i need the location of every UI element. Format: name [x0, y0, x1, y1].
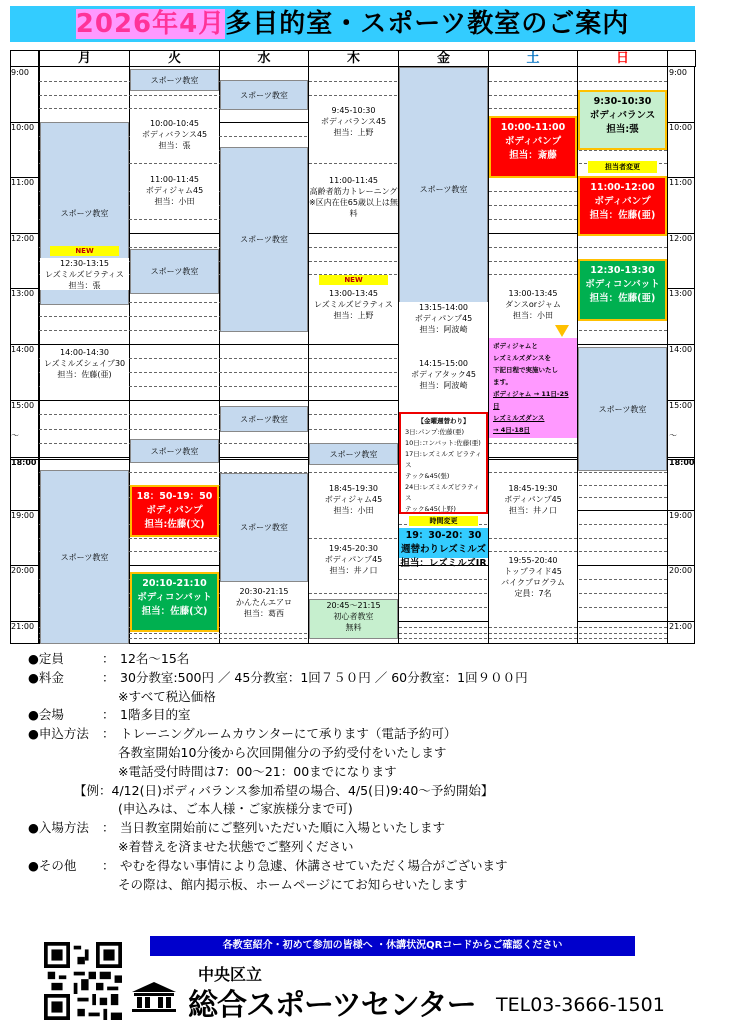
time-label: 10:00: [11, 123, 35, 132]
class-cell-line: 定員：7名: [514, 589, 552, 598]
class-cell: [130, 485, 219, 537]
class-cell: [309, 288, 398, 336]
time-label: 19:00: [11, 511, 35, 520]
class-cell-line: 3日:パンプ:佐藤(亜): [405, 428, 465, 436]
class-cell-line: 10日:コンバット:佐藤(亜): [405, 439, 481, 447]
class-cell-line: 20:10-21:10: [142, 578, 207, 589]
class-cell: [309, 483, 398, 529]
note-row: [28, 669, 708, 688]
time-label: 10:00: [669, 123, 693, 132]
note-row: [28, 819, 708, 838]
note-row: その際は、館内掲示板、ホームページにてお知らせいたします: [118, 876, 468, 892]
class-cell-line: 10:00-11:00: [500, 122, 566, 133]
time-label: 12:00: [669, 234, 693, 243]
class-cell-line: テック&45(張): [405, 472, 450, 480]
class-cell-line: スポーツ教室: [240, 414, 288, 424]
time-label: 9:00: [669, 68, 687, 77]
day-header: 日: [577, 50, 668, 67]
class-cell-line: ます。: [493, 378, 512, 386]
class-cell: [40, 470, 129, 644]
class-cell-line: 初心者教室: [333, 612, 374, 621]
time-label: 11:00: [11, 178, 35, 187]
time-label: 14:00: [11, 345, 35, 354]
class-cell-line: 担当：井ノ口: [329, 566, 378, 575]
note-value: 当日教室開始前にご整列いただいた順に入場といたします: [120, 820, 446, 836]
time-label: 15:00: [11, 401, 35, 410]
class-cell-line: NEW: [344, 276, 363, 284]
class-cell: [399, 302, 488, 346]
time-column-left: [10, 67, 39, 644]
class-cell: [40, 347, 129, 393]
class-cell-line: 19:45-20:30: [329, 544, 378, 553]
class-cell: [489, 116, 577, 178]
note-key: ●料金: [28, 669, 64, 685]
class-cell-line: ボディパンプ45: [504, 495, 562, 504]
building-logo-icon: [130, 980, 178, 1012]
time-label: 12:00: [11, 234, 35, 243]
class-cell-line: スポーツ教室: [60, 552, 109, 562]
title-year: 2026年4月: [75, 9, 226, 39]
day-header: 月: [39, 50, 130, 67]
note-key: ●会場: [28, 707, 64, 723]
class-cell: [130, 439, 219, 463]
class-cell-line: スポーツ教室: [150, 446, 199, 456]
class-cell-line: レズミルズシェイプ30: [43, 359, 126, 368]
class-cell-line: ボディバランス: [589, 110, 656, 121]
class-cell-line: 時間変更: [429, 517, 458, 525]
class-cell-line: スポーツ教室: [240, 235, 288, 244]
time-label: 13:00: [669, 289, 693, 298]
time-label: 18:00: [669, 458, 695, 467]
class-cell: [220, 473, 308, 582]
note-colon: ：: [102, 726, 115, 742]
class-cell-line: 14:00-14:30: [60, 348, 109, 357]
class-cell-line: レズミルズダンスを: [493, 354, 551, 362]
phone-number: TEL03-3666-1501: [496, 994, 665, 1016]
class-cell-line: 担当：張: [158, 141, 191, 150]
note-colon: ：: [102, 651, 115, 666]
class-cell-line: 担当：佐藤(亜): [589, 293, 656, 304]
class-cell-line: ボディコンバット: [585, 279, 660, 290]
day-header: 土: [488, 50, 578, 67]
class-cell-line: 担当：上野: [333, 311, 374, 320]
class-cell: [220, 586, 308, 630]
class-cell-line: ボディジャム45: [145, 186, 204, 195]
class-cell-line: 週替わりレズミルズ: [401, 544, 486, 555]
time-column-right: [667, 67, 695, 644]
class-cell: [578, 176, 667, 236]
class-cell-line: バイクプログラム: [501, 578, 565, 587]
note-row: ※着替えを済ませた状態でご整列ください: [118, 838, 354, 854]
class-cell-line: レズミルズダンス: [493, 414, 545, 422]
day-header: 木: [308, 50, 399, 67]
class-cell-line: ダンスorジャム: [505, 300, 561, 309]
class-cell: [309, 175, 398, 227]
class-cell-line: 担当：佐藤(亜): [57, 370, 112, 379]
note-colon: ：: [102, 820, 115, 836]
class-cell-line: 担当：佐藤(文): [141, 606, 208, 617]
time-label: 19:00: [669, 511, 693, 520]
class-cell-line: 18:45-19:30: [329, 484, 378, 493]
note-row: ※すべて税込価格: [118, 688, 216, 704]
class-cell-line: スポーツ教室: [329, 449, 378, 459]
time-label: 21:00: [669, 622, 693, 631]
class-cell: [130, 249, 219, 294]
time-label: 20:00: [669, 566, 693, 575]
class-cell-line: 9:45-10:30: [331, 106, 376, 115]
org-name: 総合スポーツセンター: [188, 988, 476, 1023]
time-label: 14:00: [669, 345, 693, 354]
note-row: [28, 725, 708, 744]
note-value: トレーニングルームカウンターにて承ります（電話予約可）: [120, 726, 457, 742]
class-cell-line: ボディパンプ45: [414, 314, 473, 323]
class-cell: [399, 412, 488, 514]
class-cell-line: ボディパンプ: [146, 505, 203, 516]
class-cell-line: 担当：阿波崎: [419, 381, 468, 390]
class-cell-line: 24日:レズミルズピラティス: [405, 483, 480, 502]
day-header: 金: [398, 50, 489, 67]
class-cell: [309, 543, 398, 591]
note-value: やむを得ない事情により急遽、休講させていただく場合がございます: [120, 857, 508, 873]
org-prefix: 中央区立: [198, 965, 263, 984]
class-cell-line: 担当：小田: [154, 197, 195, 206]
class-cell-line: ボディコンバット: [137, 592, 212, 603]
class-cell-line: ボディバランス45: [320, 117, 387, 126]
class-cell: [578, 90, 667, 150]
class-cell-line: 19:55-20:40: [508, 556, 558, 565]
class-cell-line: ボディパンプ: [594, 196, 651, 207]
note-row: (申込みは、ご本人様・ご家族様分まで可): [118, 801, 353, 817]
class-cell-line: NEW: [75, 247, 94, 255]
class-cell-line: スポーツ教室: [60, 209, 109, 218]
class-cell-line: かんたんエアロ: [236, 598, 292, 607]
class-cell-line: 13:00-13:45: [329, 289, 378, 298]
class-cell-line: 担当：阿波崎: [419, 325, 468, 334]
class-cell: [220, 406, 308, 432]
note-key: ●定員: [28, 651, 64, 666]
class-cell-line: ボディパンプ45: [324, 555, 383, 564]
note-key: ●その他: [28, 857, 77, 873]
class-cell-line: 【金曜週替わり】: [417, 417, 470, 425]
title-text: 多目的室・スポーツ教室のご案内: [225, 9, 630, 39]
time-label: 11:00: [669, 178, 693, 187]
class-cell-line: 担当：小田: [513, 311, 553, 320]
time-label: ～: [11, 431, 19, 440]
class-cell: [50, 246, 119, 256]
class-cell-line: 高齢者筋力トレーニング: [309, 187, 398, 196]
class-cell-line: スポーツ教室: [240, 523, 288, 532]
note-value: 12名～15名: [120, 651, 190, 666]
class-cell-line: テック&45(上野): [405, 505, 456, 513]
hour-line: [10, 344, 695, 345]
class-cell-line: 担当：葛西: [244, 609, 284, 618]
note-row: 【例：4/12(日)ボディバランス参加希望の場合、4/5(日)9:40～予約開始】: [74, 782, 494, 798]
note-colon: ：: [102, 669, 115, 685]
arrow-down-icon: [555, 325, 569, 337]
class-cell: [588, 161, 657, 173]
class-cell: [319, 275, 388, 285]
class-cell-line: 担当：斎藤: [509, 150, 557, 161]
class-cell-line: 12:30-13:15: [60, 259, 109, 268]
class-cell-line: スポーツ教室: [150, 267, 199, 276]
class-cell-line: → 4日-18日: [493, 426, 530, 434]
class-cell-line: スポーツ教室: [598, 404, 647, 414]
class-cell: [399, 528, 488, 569]
quarter-line: [39, 538, 667, 539]
page-title: [10, 6, 695, 42]
time-label: 20:00: [11, 566, 35, 575]
class-cell-line: 担当：レズミルズIR: [400, 558, 487, 569]
class-cell-line: 20:45～21:15: [326, 601, 381, 610]
schedule-grid: [10, 50, 695, 644]
class-cell-line: 11:00-11:45: [150, 175, 199, 184]
class-cell: [309, 599, 398, 639]
quarter-line: [39, 247, 667, 248]
class-cell: [399, 358, 488, 404]
note-colon: ：: [102, 707, 115, 723]
class-cell-line: ※区内在住65歳以上は無料: [309, 198, 398, 218]
class-cell: [409, 516, 478, 526]
class-cell-line: スポーツ教室: [150, 75, 199, 85]
class-cell: [309, 443, 398, 465]
class-cell-line: 10:00-10:45: [150, 119, 199, 128]
class-cell-line: トップライド45: [504, 567, 562, 576]
class-cell-line: 20:30-21:15: [239, 587, 289, 596]
time-label: 13:00: [11, 289, 35, 298]
class-cell-line: 18：50-19：50: [136, 491, 213, 502]
class-cell-line: 担当：佐藤(亜): [589, 210, 656, 221]
class-cell: [399, 67, 488, 312]
time-header-blank: [10, 50, 39, 67]
time-label: ～: [669, 431, 677, 440]
note-value: 1階多目的室: [120, 707, 191, 723]
time-header-blank: [667, 50, 696, 67]
notes-section: [28, 650, 708, 894]
class-cell: [578, 347, 667, 471]
class-cell: [130, 174, 219, 218]
class-cell-line: ボディジャム45: [324, 495, 383, 504]
qr-banner: 各教室紹介・初めて参加の皆様へ ・休講状況QRコードからご確認ください: [150, 936, 635, 956]
note-key: ●入場方法: [28, 820, 89, 836]
note-key: ●申込方法: [28, 726, 89, 742]
class-cell-line: 担当:張: [606, 124, 639, 135]
time-label: 15:00: [669, 401, 693, 410]
class-cell: [489, 555, 577, 623]
note-row: [28, 706, 708, 725]
class-cell-line: 11:00-12:00: [590, 182, 655, 193]
class-cell-line: ボディバランス45: [141, 130, 208, 139]
class-cell-line: 13:00-13:45: [508, 289, 558, 298]
class-cell-line: スポーツ教室: [240, 90, 288, 100]
class-cell: [220, 147, 308, 332]
class-cell: [489, 483, 577, 531]
class-cell: [578, 259, 667, 321]
class-cell: [130, 69, 219, 91]
class-cell: [220, 80, 308, 110]
class-cell-line: 13:15-14:00: [419, 303, 468, 312]
time-label: 18:00: [11, 458, 37, 467]
class-cell-line: 9:30-10:30: [593, 96, 652, 107]
class-cell-line: 担当：井ノ口: [509, 506, 557, 515]
class-cell: [40, 258, 129, 290]
class-cell-line: 11:00-11:45: [329, 176, 378, 185]
class-cell-line: 14:15-15:00: [419, 359, 468, 368]
class-cell-line: 19：30-20：30: [405, 530, 482, 541]
note-colon: ：: [102, 857, 115, 873]
qr-code-icon[interactable]: [44, 942, 122, 1020]
class-cell-line: ボディアタック45: [411, 370, 476, 379]
class-cell-line: 12:30-13:30: [590, 265, 655, 276]
class-cell-line: 下記日程で実施いたし: [493, 366, 558, 374]
class-cell-line: ボディジャムと: [493, 342, 538, 350]
class-cell-line: レズミルズピラティス: [314, 300, 393, 309]
quarter-line: [39, 472, 667, 473]
class-cell: [130, 118, 219, 158]
day-header: 火: [129, 50, 220, 67]
class-cell-line: 無料: [345, 623, 362, 632]
note-row: 各教室開始10分後から次回開催分の予約受付をいたします: [118, 744, 447, 760]
class-cell-line: レズミルズピラティス: [45, 270, 124, 279]
class-cell-line: 担当：小田: [333, 506, 374, 515]
note-row: [28, 857, 708, 876]
class-cell-line: 18:45-19:30: [508, 484, 558, 493]
class-cell: [489, 338, 577, 438]
note-value: 30分教室:500円 ／ 45分教室：1回７５０円 ／ 60分教室：1回９００円: [120, 669, 528, 685]
class-cell-line: 担当：張: [68, 281, 101, 290]
class-cell: [309, 105, 398, 151]
day-header: 水: [219, 50, 309, 67]
class-cell-line: スポーツ教室: [419, 185, 468, 194]
class-cell-line: 担当：上野: [333, 128, 374, 137]
quarter-line: [39, 95, 667, 96]
class-cell-line: 17日:レズミルズ ピラティス: [405, 450, 482, 469]
time-label: 21:00: [11, 622, 35, 631]
class-cell-line: 担当:佐藤(文): [144, 519, 205, 530]
time-label: 9:00: [11, 68, 29, 77]
class-cell-line: ボディジャム → 11日-25日: [493, 390, 569, 410]
note-row: [28, 650, 708, 669]
class-cell-line: 担当者変更: [605, 163, 640, 171]
class-cell-line: ボディパンプ: [504, 136, 562, 147]
note-row: ※電話受付時間は7：00～21：00までになります: [118, 763, 397, 779]
class-cell: [130, 572, 219, 632]
